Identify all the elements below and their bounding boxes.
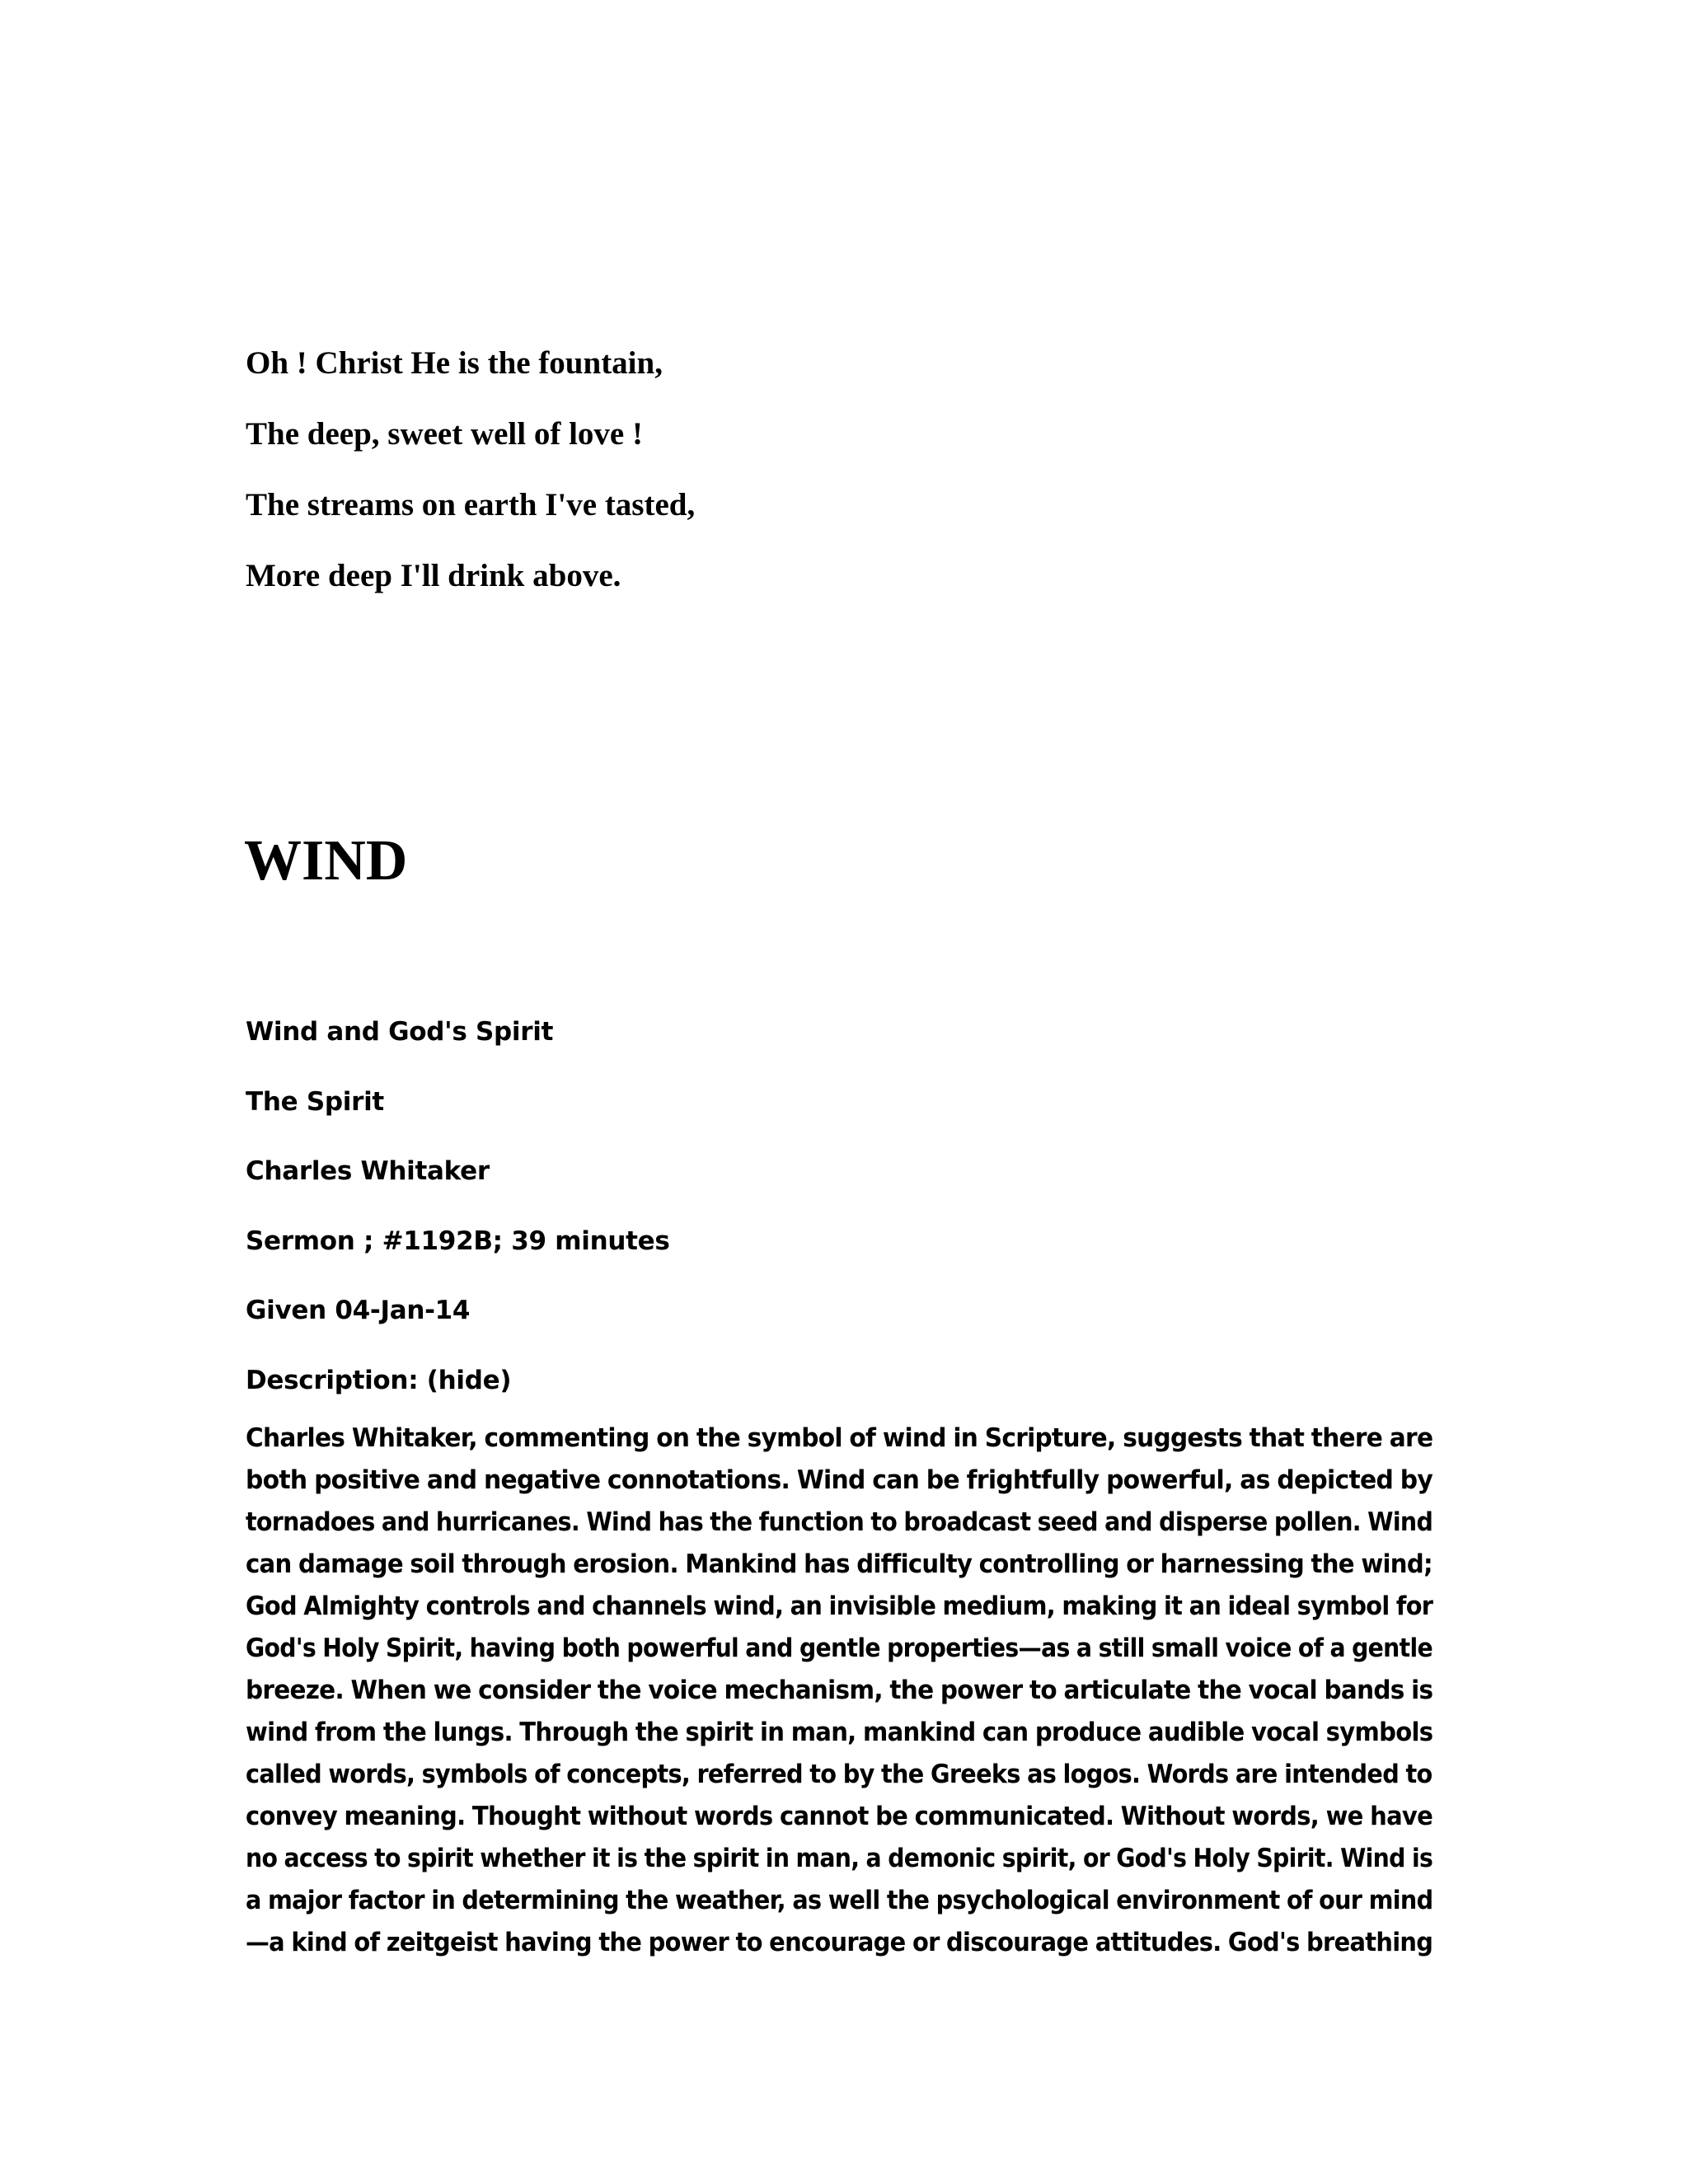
- sermon-speaker: Charles Whitaker: [246, 1156, 490, 1186]
- description-line: God Almighty controls and channels wind, an invisible medium, making it an ideal symbol for: [246, 1591, 1433, 1621]
- poem-line: Oh ! Christ He is the fountain,: [246, 345, 663, 381]
- poem-stanza: [246, 328, 1482, 612]
- description-line: both positive and negative connotations. Wind can be frightfully powerful, as depicted by: [246, 1465, 1433, 1495]
- description-line: no access to spirit whether it is the spirit in man, a demonic spirit, or God's Holy Spirit. Wind is: [246, 1844, 1433, 1873]
- description-line: can damage soil through erosion. Mankind has difficulty controlling or harnessing the wind;: [246, 1549, 1432, 1579]
- description-line: Charles Whitaker, commenting on the symbol of wind in Scripture, suggests that there are: [246, 1423, 1433, 1453]
- sermon-topic: The Spirit: [246, 1086, 384, 1117]
- sermon-description: [246, 1418, 1432, 1964]
- description-line: breeze. When we consider the voice mechanism, the power to articulate the vocal bands is: [246, 1675, 1433, 1705]
- description-line: tornadoes and hurricanes. Wind has the function to broadcast seed and disperse pollen. Wind: [246, 1507, 1433, 1537]
- sermon-metadata: [246, 997, 1449, 1415]
- description-line: called words, symbols of concepts, referred to by the Greeks as logos. Words are intended to: [246, 1760, 1432, 1789]
- poem-line: More deep I'll drink above.: [246, 558, 621, 593]
- sermon-info: Sermon ; #1192B; 39 minutes: [246, 1226, 670, 1256]
- description-line: convey meaning. Thought without words cannot be communicated. Without words, we have: [246, 1802, 1433, 1831]
- description-line: a major factor in determining the weather, as well the psychological environment of our mind: [246, 1886, 1433, 1915]
- description-line: God's Holy Spirit, having both powerful and gentle properties—as a still small voice of a gentle: [246, 1633, 1432, 1663]
- sermon-heading: Wind and God's Spirit: [246, 1017, 554, 1047]
- description-label: Description: (hide): [246, 1365, 512, 1395]
- section-title: WIND: [244, 829, 408, 893]
- poem-line: The deep, sweet well of love !: [246, 416, 643, 452]
- description-line: —a kind of zeitgeist having the power to encourage or discourage attitudes. God's breathing: [246, 1928, 1433, 1957]
- sermon-date: Given 04-Jan-14: [246, 1296, 471, 1325]
- poem-line: The streams on earth I've tasted,: [246, 487, 696, 523]
- description-line: wind from the lungs. Through the spirit in man, mankind can produce audible vocal symbols: [246, 1718, 1433, 1747]
